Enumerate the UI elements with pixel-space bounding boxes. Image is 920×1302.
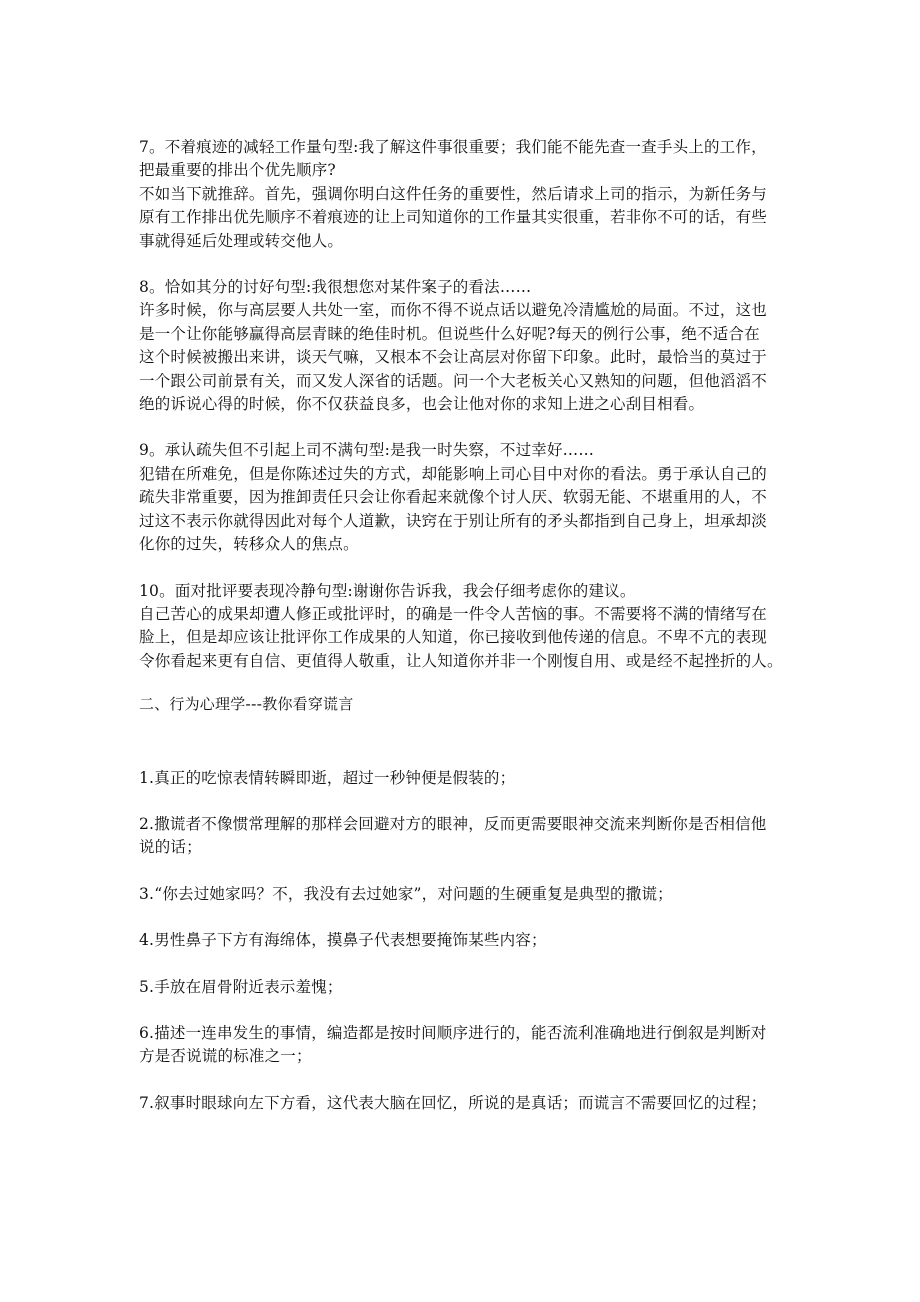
tip-3 [139, 883, 784, 906]
item-7 [139, 136, 784, 253]
item-10 [139, 580, 784, 674]
tip-1 [139, 767, 784, 790]
tip-5 [139, 976, 784, 999]
tip-line: 2.撒谎者不像惯常理解的那样会回避对方的眼神，反而更需要眼神交流来判断你是否相信他 [139, 814, 767, 833]
paragraph-line: 过这不表示你就得因此对每个人道歉，诀窍在于别让所有的矛头都指到自己身上，坦承却淡 [139, 511, 768, 530]
tip-line: 方是否说谎的标准之一； [139, 1047, 312, 1066]
item-9 [139, 439, 784, 556]
paragraph-line: 把最重要的排出个优先顺序? [139, 161, 336, 180]
item-heading: 8。恰如其分的讨好句型:我很想您对某件案子的看法…… [139, 278, 532, 297]
item-heading: 9。承认疏失但不引起上司不满句型:是我一时失察，不过幸好…… [139, 441, 595, 460]
item-heading: 7。不着痕迹的减轻工作量句型:我了解这件事很重要；我们能不能先查一查手头上的工作， [139, 138, 767, 156]
tip-line: 7.叙事时眼球向左下方看，这代表大脑在回忆，所说的是真话；而谎言不需要回忆的过程； [139, 1093, 767, 1112]
paragraph-line: 不如当下就推辞。首先，强调你明白这件任务的重要性，然后请求上司的指示，为新任务与 [139, 184, 768, 203]
paragraph-line: 一个跟公司前景有关，而又发人深省的话题。问一个大老板关心又熟知的问题，但他滔滔不 [139, 371, 768, 390]
tip-line: 4.男性鼻子下方有海绵体，摸鼻子代表想要掩饰某些内容； [139, 931, 547, 950]
tip-6 [139, 1022, 784, 1069]
paragraph-line: 原有工作排出优先顺序不着痕迹的让上司知道你的工作量其实很重，若非你不可的话，有些 [139, 208, 768, 227]
paragraph-line: 化你的过失，转移众人的焦点。 [139, 535, 359, 554]
paragraph-line: 犯错在所难免，但是你陈述过失的方式，却能影响上司心目中对你的看法。勇于承认自己的 [139, 464, 768, 483]
paragraph-line: 疏失非常重要，因为推卸责任只会让你看起来就像个讨人厌、软弱无能、不堪重用的人，不 [139, 488, 768, 507]
paragraph-line: 这个时候被搬出来讲，谈天气嘛，又根本不会让高层对你留下印象。此时，最恰当的莫过于 [139, 348, 768, 367]
section-title: 二、行为心理学---教你看穿谎言 [139, 695, 354, 714]
tip-line: 6.描述一连串发生的事情，编造都是按时间顺序进行的，能否流利准确地进行倒叙是判断对 [139, 1023, 767, 1042]
tip-line: 5.手放在眉骨附近表示羞愧； [139, 977, 343, 996]
tip-7 [139, 1092, 784, 1115]
paragraph-line: 自己苦心的成果却遭人修正或批评时，的确是一件令人苦恼的事。不需要将不满的情绪写在 [139, 604, 768, 623]
document-body [139, 136, 784, 1115]
tip-line: 3.“你去过她家吗？不，我没有去过她家”，对问题的生硬重复是典型的撒谎； [139, 884, 673, 903]
tip-2 [139, 813, 784, 860]
tip-line: 1.真正的吃惊表情转瞬即逝，超过一秒钟便是假装的； [139, 768, 516, 787]
tip-line: 说的话； [139, 838, 202, 857]
paragraph-line: 是一个让你能够赢得高层青睐的绝佳时机。但说些什么好呢?每天的例行公事，绝不适合在 [139, 324, 760, 343]
paragraph-line: 脸上，但是却应该让批评你工作成果的人知道，你已接收到他传递的信息。不卑不亢的表现 [139, 628, 768, 647]
paragraph-line: 事就得延后处理或转交他人。 [139, 231, 344, 250]
tip-4 [139, 929, 784, 952]
item-heading: 10。面对批评要表现冷静句型:谢谢你告诉我，我会仔细考虑你的建议。 [139, 581, 636, 600]
paragraph-line: 令你看起来更有自信、更值得人敬重，让人知道你并非一个刚愎自用、或是经不起挫折的人。 [139, 651, 783, 670]
paragraph-line: 绝的诉说心得的时候，你不仅获益良多，也会让他对你的求知上进之心刮目相看。 [139, 395, 705, 414]
paragraph-line: 许多时候，你与高层要人共处一室，而你不得不说点话以避免冷清尴尬的局面。不过，这也 [139, 301, 768, 320]
item-8 [139, 276, 784, 416]
